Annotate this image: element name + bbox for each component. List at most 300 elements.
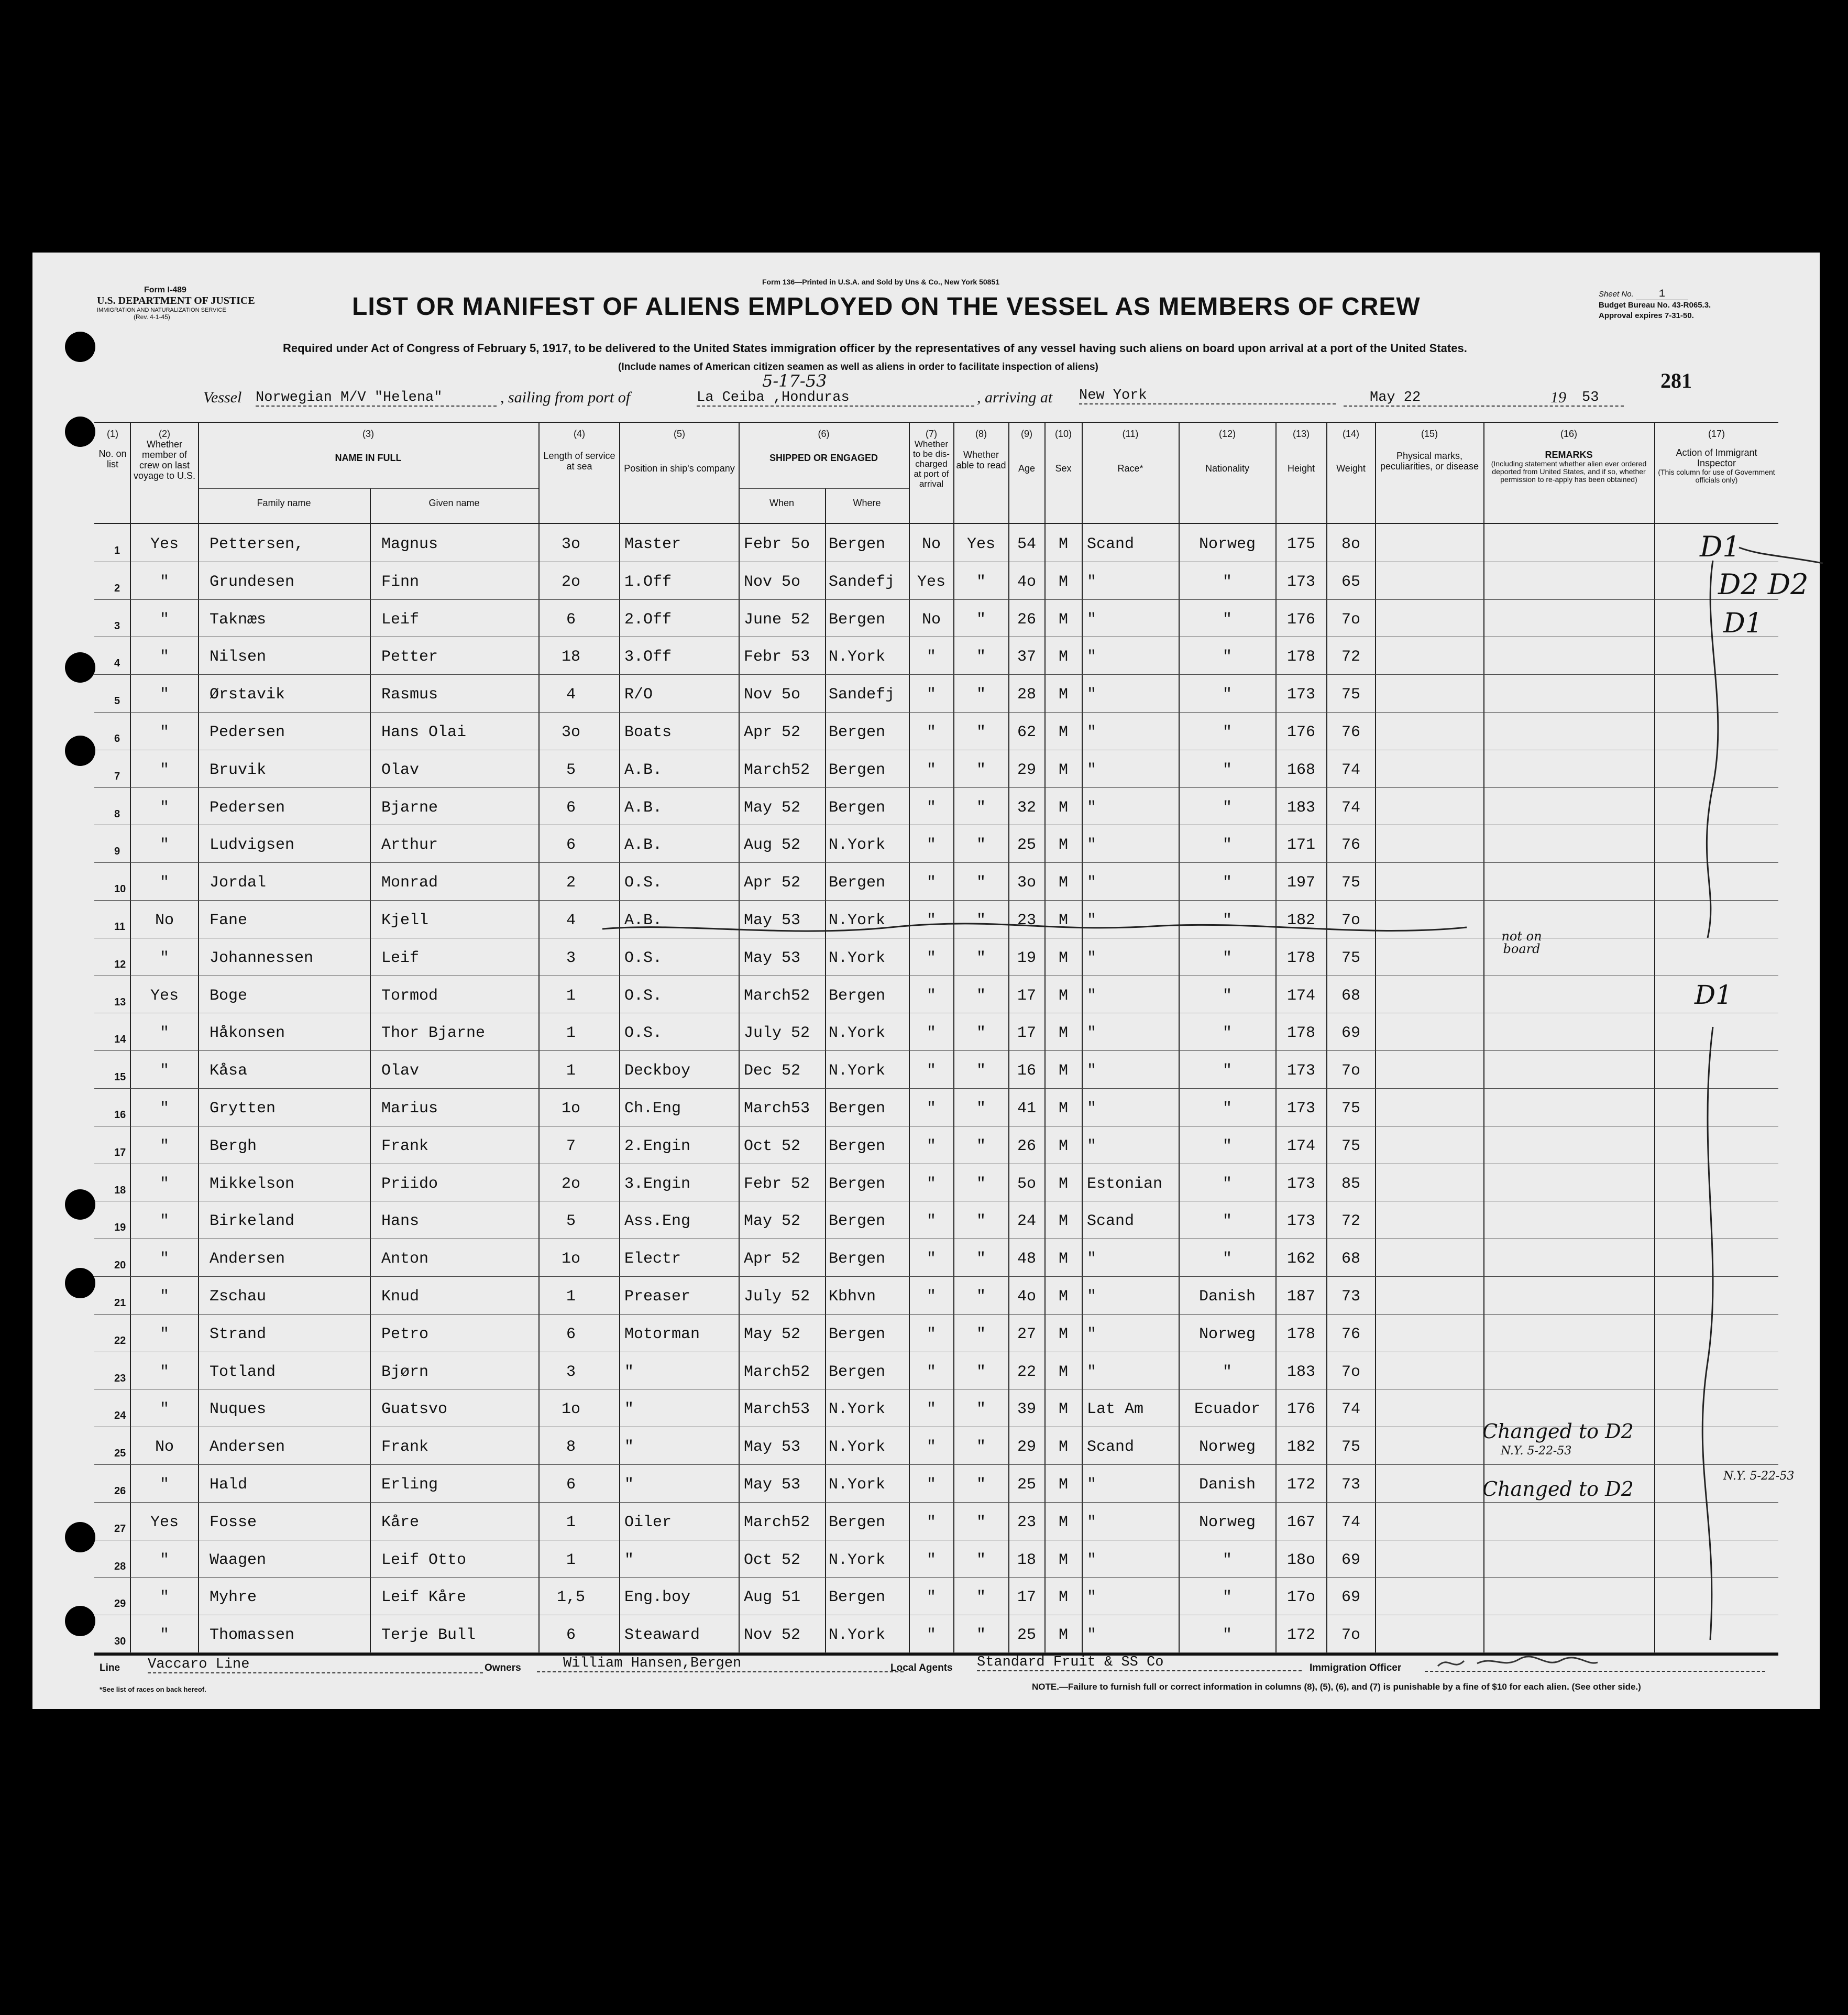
cell-when: March52 [744, 1513, 810, 1531]
cell-weight: 68 [1341, 987, 1360, 1005]
cell-where: N.York [829, 1551, 886, 1569]
cell-race: " [1087, 798, 1097, 817]
cell-nat: " [1222, 912, 1232, 929]
cell-disch: " [926, 686, 936, 704]
cell-read: " [976, 761, 986, 779]
cell-race: " [1087, 724, 1097, 741]
cell-weight: 7o [1341, 610, 1360, 629]
inspector-mark-d2: D2 D2 [1718, 568, 1809, 601]
cell-prev: " [159, 610, 169, 629]
cell-age: 25 [1017, 1626, 1036, 1645]
cell-read: " [976, 1100, 986, 1118]
row-number: 4 [114, 658, 120, 670]
row-number: 20 [114, 1260, 126, 1272]
cell-sex: M [1058, 1363, 1068, 1381]
row-number: 7 [114, 770, 120, 782]
cell-given: Leif [381, 610, 420, 629]
row-number: 11 [114, 921, 126, 933]
cell-service: 5 [566, 761, 576, 779]
cell-age: 23 [1017, 1513, 1036, 1531]
row-number: 8 [114, 808, 120, 820]
owners-name: William Hansen,Bergen [537, 1656, 904, 1672]
cell-weight: 76 [1341, 724, 1360, 741]
cell-weight: 69 [1341, 1024, 1360, 1043]
cell-position: R/O [624, 686, 653, 704]
cell-service: 6 [566, 1626, 576, 1645]
cell-height: 178 [1286, 949, 1315, 967]
cell-position: 1.Off [624, 573, 672, 591]
cell-age: 17 [1017, 1589, 1036, 1607]
cell-when: Aug 51 [744, 1589, 801, 1607]
cell-disch: " [926, 1325, 936, 1343]
cell-age: 3o [1017, 874, 1036, 892]
cell-service: 1 [566, 1024, 576, 1043]
cell-given: Leif Kåre [381, 1589, 467, 1607]
cell-read: " [976, 874, 986, 892]
approval-expiry: Approval expires 7-31-50. [1599, 311, 1694, 320]
col12-header: (12) Nationality [1205, 429, 1250, 474]
cell-sex: M [1058, 1476, 1068, 1494]
cell-sex: M [1058, 724, 1068, 741]
cell-read: " [976, 1062, 986, 1080]
cell-disch: " [926, 1476, 936, 1494]
cell-when: Apr 52 [744, 1250, 801, 1268]
cell-weight: 72 [1341, 1212, 1360, 1231]
cell-sex: M [1058, 535, 1068, 553]
cell-prev: " [159, 686, 169, 704]
cell-nat: Norweg [1198, 1513, 1256, 1531]
cell-sex: M [1058, 874, 1068, 892]
cell-race: " [1087, 761, 1097, 779]
cell-weight: 74 [1341, 1400, 1360, 1419]
cell-disch: " [926, 1250, 936, 1268]
cell-disch: " [926, 1062, 936, 1080]
cell-height: 176 [1286, 610, 1315, 629]
cell-service: 2 [566, 874, 576, 892]
given-name-header: Given name [428, 498, 480, 508]
cell-disch: " [926, 836, 936, 855]
cell-sex: M [1058, 1551, 1068, 1569]
cell-read: " [976, 686, 986, 704]
cell-given: Petro [381, 1325, 429, 1343]
cell-disch: " [926, 1100, 936, 1118]
cell-sex: M [1058, 1024, 1068, 1043]
cell-service: 6 [566, 610, 576, 629]
cell-family: Hald [210, 1476, 248, 1494]
inspector-mark-d1: D1 [1723, 608, 1763, 639]
cell-when: March52 [744, 761, 810, 779]
cell-family: Totland [210, 1363, 276, 1381]
cell-read: " [976, 610, 986, 629]
cell-disch: " [926, 987, 936, 1005]
cell-weight: 76 [1341, 1325, 1360, 1343]
cell-race: " [1087, 874, 1097, 892]
cell-read: " [976, 836, 986, 855]
cell-nat: " [1222, 949, 1232, 967]
cell-service: 7 [566, 1137, 576, 1155]
cell-prev: " [159, 648, 169, 666]
cell-position: " [624, 1476, 634, 1494]
cell-position: Steaward [624, 1626, 700, 1645]
cell-read: " [976, 912, 986, 929]
cell-age: 19 [1017, 949, 1036, 967]
changed-note: Changed to D2 [1482, 1420, 1634, 1443]
cell-weight: 69 [1341, 1589, 1360, 1607]
cell-height: 182 [1286, 1438, 1315, 1457]
cell-sex: M [1058, 1513, 1068, 1531]
row-number: 2 [114, 582, 120, 594]
cell-weight: 75 [1341, 1100, 1360, 1118]
cell-when: Febr 53 [744, 648, 810, 666]
cell-height: 174 [1286, 1137, 1315, 1155]
cell-when: March52 [744, 987, 810, 1005]
cell-height: 173 [1286, 1062, 1315, 1080]
cell-prev: " [159, 1551, 169, 1569]
cell-height: 173 [1286, 686, 1315, 704]
cell-race: Lat Am [1087, 1400, 1144, 1419]
row-number: 23 [114, 1372, 126, 1384]
cell-read: " [976, 1137, 986, 1155]
vessel-name: Norwegian M/V "Helena" [256, 390, 497, 407]
cell-where: N.York [829, 1062, 886, 1080]
row-number: 14 [114, 1034, 126, 1046]
cell-weight: 76 [1341, 836, 1360, 855]
cell-height: 173 [1286, 573, 1315, 591]
cell-where: Bergen [829, 1212, 886, 1231]
cell-height: 183 [1286, 798, 1315, 817]
cell-given: Marius [381, 1100, 438, 1118]
remark-not-on-board: not on board [1501, 929, 1542, 956]
cell-where: N.York [829, 836, 886, 855]
cell-position: Master [624, 535, 681, 553]
row-number: 13 [114, 996, 126, 1008]
cell-disch: " [926, 1024, 936, 1043]
cell-height: 168 [1286, 761, 1315, 779]
cell-service: 3 [566, 1363, 576, 1381]
cell-sex: M [1058, 1438, 1068, 1457]
cell-sex: M [1058, 761, 1068, 779]
cell-race: Scand [1087, 535, 1135, 553]
cell-sex: M [1058, 1137, 1068, 1155]
cell-prev: " [159, 874, 169, 892]
cell-position: A.B. [624, 798, 663, 817]
cell-when: Oct 52 [744, 1551, 801, 1569]
cell-age: 32 [1017, 798, 1036, 817]
cell-race: " [1087, 1137, 1097, 1155]
cell-position: " [624, 1363, 634, 1381]
cell-family: Boge [210, 987, 248, 1005]
cell-prev: " [159, 1175, 169, 1193]
cell-race: " [1087, 1476, 1097, 1494]
cell-race: Scand [1087, 1438, 1135, 1457]
row-number: 18 [114, 1184, 126, 1196]
fine-note: NOTE.—Failure to furnish full or correct information in columns (8), (5), (6), and (7) is punishable by a fine of $10 for each alien. (See other side.) [1032, 1682, 1641, 1692]
cell-given: Magnus [381, 535, 438, 553]
cell-prev: No [155, 1438, 174, 1457]
cell-given: Hans Olai [381, 724, 467, 741]
cell-disch: No [921, 535, 941, 553]
cell-prev: " [159, 1325, 169, 1343]
cell-race: " [1087, 1626, 1097, 1645]
cell-where: Bergen [829, 987, 886, 1005]
arrival-year: 53 [1571, 390, 1624, 407]
cell-nat: Danish [1198, 1288, 1256, 1306]
cell-given: Arthur [381, 836, 438, 855]
cell-sex: M [1058, 1626, 1068, 1645]
cell-weight: 69 [1341, 1551, 1360, 1569]
cell-height: 171 [1286, 836, 1315, 855]
form-number: Form I-489 [144, 286, 186, 294]
agents-label: Local Agents [890, 1662, 953, 1673]
sailing-port: La Ceiba ,Honduras [697, 390, 974, 407]
cell-height: 182 [1286, 912, 1315, 929]
cell-sex: M [1058, 836, 1068, 855]
cell-race: " [1087, 987, 1097, 1005]
cell-weight: 75 [1341, 1438, 1360, 1457]
cell-position: Ch.Eng [624, 1100, 681, 1118]
cell-service: 3o [561, 724, 580, 741]
cell-age: 39 [1017, 1400, 1036, 1419]
cell-family: Fane [210, 912, 248, 929]
cell-read: " [976, 1288, 986, 1306]
cell-position: O.S. [624, 949, 663, 967]
cell-age: 26 [1017, 610, 1036, 629]
cell-age: 5o [1017, 1175, 1036, 1193]
cell-disch: " [926, 1175, 936, 1193]
cell-race: " [1087, 949, 1097, 967]
cell-disch: No [921, 610, 941, 629]
cell-race: Estonian [1087, 1175, 1163, 1193]
cell-weight: 7o [1341, 912, 1360, 929]
cell-age: 54 [1017, 535, 1036, 553]
cell-sex: M [1058, 798, 1068, 817]
cell-disch: " [926, 874, 936, 892]
cell-race: " [1087, 1250, 1097, 1268]
cell-weight: 74 [1341, 1513, 1360, 1531]
cell-prev: " [159, 1626, 169, 1645]
cell-service: 1o [561, 1400, 580, 1419]
cell-age: 4o [1017, 573, 1036, 591]
sheet-label: Sheet No. [1599, 290, 1634, 299]
cell-where: Kbhvn [829, 1288, 876, 1306]
sailing-label: , sailing from port of [500, 389, 631, 406]
shipped-where-header: Where [853, 498, 881, 508]
cell-given: Tormod [381, 987, 438, 1005]
cell-nat: " [1222, 761, 1232, 779]
cell-sex: M [1058, 912, 1068, 929]
row-number: 21 [114, 1297, 126, 1309]
cell-service: 1 [566, 987, 576, 1005]
cell-where: Bergen [829, 1363, 886, 1381]
cell-where: N.York [829, 912, 886, 929]
cell-family: Myhre [210, 1589, 257, 1607]
cell-where: Bergen [829, 1250, 886, 1268]
cell-sex: M [1058, 648, 1068, 666]
col16-header: (16) REMARKS (Including statement whether alien ever ordered deported from United States, and if so, whether permission to re-apply has been obtained) [1491, 429, 1647, 484]
cell-where: N.York [829, 949, 886, 967]
cell-when: Aug 52 [744, 836, 801, 855]
cell-sex: M [1058, 1250, 1068, 1268]
cell-read: " [976, 987, 986, 1005]
cell-read: " [976, 1024, 986, 1043]
cell-service: 6 [566, 836, 576, 855]
col11-header: (11) Race* [1117, 429, 1143, 474]
cell-given: Monrad [381, 874, 438, 892]
cell-service: 1,5 [556, 1589, 585, 1607]
cell-sex: M [1058, 610, 1068, 629]
cell-service: 18 [561, 648, 580, 666]
row-number: 12 [114, 958, 126, 970]
cell-age: 29 [1017, 761, 1036, 779]
cell-when: May 53 [744, 949, 801, 967]
cell-nat: Norweg [1198, 1438, 1256, 1457]
cell-given: Olav [381, 1062, 420, 1080]
cell-family: Ørstavik [210, 686, 285, 704]
cell-prev: " [159, 1100, 169, 1118]
cell-prev: Yes [150, 987, 179, 1005]
cell-position: Deckboy [624, 1062, 691, 1080]
row-number: 3 [114, 620, 120, 632]
cell-prev: " [159, 761, 169, 779]
cell-sex: M [1058, 1288, 1068, 1306]
inspector-mark-d1: D1 [1700, 530, 1741, 563]
cell-age: 25 [1017, 836, 1036, 855]
cell-given: Priido [381, 1175, 438, 1193]
cell-when: March52 [744, 1363, 810, 1381]
cell-prev: No [155, 912, 174, 929]
cell-nat: Danish [1198, 1476, 1256, 1494]
cell-given: Rasmus [381, 686, 438, 704]
cell-age: 16 [1017, 1062, 1036, 1080]
cell-read: " [976, 1513, 986, 1531]
bracket-line [1739, 547, 1823, 563]
cell-disch: Yes [917, 573, 945, 591]
cell-weight: 75 [1341, 686, 1360, 704]
cell-given: Bjarne [381, 798, 438, 817]
cell-position: 3.Engin [624, 1175, 691, 1193]
cell-given: Frank [381, 1438, 429, 1457]
cell-position: " [624, 1551, 634, 1569]
cell-family: Strand [210, 1325, 267, 1343]
cell-nat: " [1222, 1024, 1232, 1043]
cell-nat: " [1222, 987, 1232, 1005]
cell-read: " [976, 1325, 986, 1343]
cell-family: Waagen [210, 1551, 267, 1569]
cell-position: Electr [624, 1250, 681, 1268]
cell-nat: " [1222, 1551, 1232, 1569]
cell-when: Oct 52 [744, 1137, 801, 1155]
cell-position: A.B. [624, 836, 663, 855]
cell-position: " [624, 1438, 634, 1457]
cell-service: 4 [566, 686, 576, 704]
row-number: 5 [114, 695, 120, 707]
cell-prev: " [159, 1476, 169, 1494]
cell-prev: " [159, 1024, 169, 1043]
cell-given: Guatsvo [381, 1400, 448, 1419]
cell-sex: M [1058, 686, 1068, 704]
changed-note-date: N.Y. 5-22-53 [1501, 1444, 1572, 1458]
year-prefix: 19 [1550, 389, 1566, 406]
cell-where: Bergen [829, 724, 886, 741]
cell-nat: " [1222, 686, 1232, 704]
cell-age: 48 [1017, 1250, 1036, 1268]
cell-when: June 52 [744, 610, 810, 629]
cell-disch: " [926, 798, 936, 817]
cell-prev: " [159, 1250, 169, 1268]
row-number: 9 [114, 846, 120, 858]
cell-race: " [1087, 912, 1097, 929]
cell-disch: " [926, 1551, 936, 1569]
cell-weight: 74 [1341, 761, 1360, 779]
cell-race: " [1087, 1551, 1097, 1569]
cell-nat: " [1222, 724, 1232, 741]
cell-disch: " [926, 1400, 936, 1419]
cell-given: Finn [381, 573, 420, 591]
cell-age: 25 [1017, 1476, 1036, 1494]
cell-read: " [976, 798, 986, 817]
cell-when: May 52 [744, 1325, 801, 1343]
cell-race: " [1087, 1062, 1097, 1080]
cell-given: Kåre [381, 1513, 420, 1531]
cell-family: Birkeland [210, 1212, 295, 1231]
cell-when: July 52 [744, 1024, 810, 1043]
cell-read: " [976, 1626, 986, 1645]
cell-read: " [976, 573, 986, 591]
cell-age: 62 [1017, 724, 1036, 741]
cell-when: May 53 [744, 912, 801, 929]
row-number: 30 [114, 1636, 126, 1648]
cell-position: O.S. [624, 874, 663, 892]
cell-prev: " [159, 1137, 169, 1155]
officer-signature [1435, 1653, 1603, 1674]
handwritten-date: 5-17-53 [762, 371, 827, 391]
cell-family: Pettersen, [210, 535, 304, 553]
cell-prev: " [159, 798, 169, 817]
col3-header: (3) NAME IN FULL [335, 429, 402, 463]
col13-header: (13) Height [1287, 429, 1315, 474]
cell-race: " [1087, 1288, 1097, 1306]
service-name: IMMIGRATION AND NATURALIZATION SERVICE [97, 307, 226, 313]
sheet-number: 1 [1636, 289, 1688, 300]
cell-service: 8 [566, 1438, 576, 1457]
cell-race: " [1087, 1589, 1097, 1607]
cell-nat: " [1222, 1062, 1232, 1080]
races-footnote: *See list of races on back hereof. [100, 1685, 206, 1693]
cell-prev: " [159, 949, 169, 967]
col8-header: (8) Whether able to read [956, 429, 1006, 470]
cell-age: 4o [1017, 1288, 1036, 1306]
cell-race: " [1087, 648, 1097, 666]
cell-age: 17 [1017, 987, 1036, 1005]
family-name-header: Family name [257, 498, 311, 508]
cell-service: 1o [561, 1250, 580, 1268]
cell-age: 28 [1017, 686, 1036, 704]
cell-disch: " [926, 1212, 936, 1231]
cell-race: " [1087, 610, 1097, 629]
cell-disch: " [926, 724, 936, 741]
cell-service: 1 [566, 1062, 576, 1080]
cell-where: Bergen [829, 874, 886, 892]
cell-read: " [976, 648, 986, 666]
cell-when: Dec 52 [744, 1062, 801, 1080]
cell-height: 172 [1286, 1626, 1315, 1645]
cell-race: " [1087, 1513, 1097, 1531]
cell-where: Sandefj [829, 686, 895, 704]
cell-nat: " [1222, 1137, 1232, 1155]
cell-when: Febr 5o [744, 535, 810, 553]
cell-nat: " [1222, 610, 1232, 629]
cell-height: 176 [1286, 724, 1315, 741]
